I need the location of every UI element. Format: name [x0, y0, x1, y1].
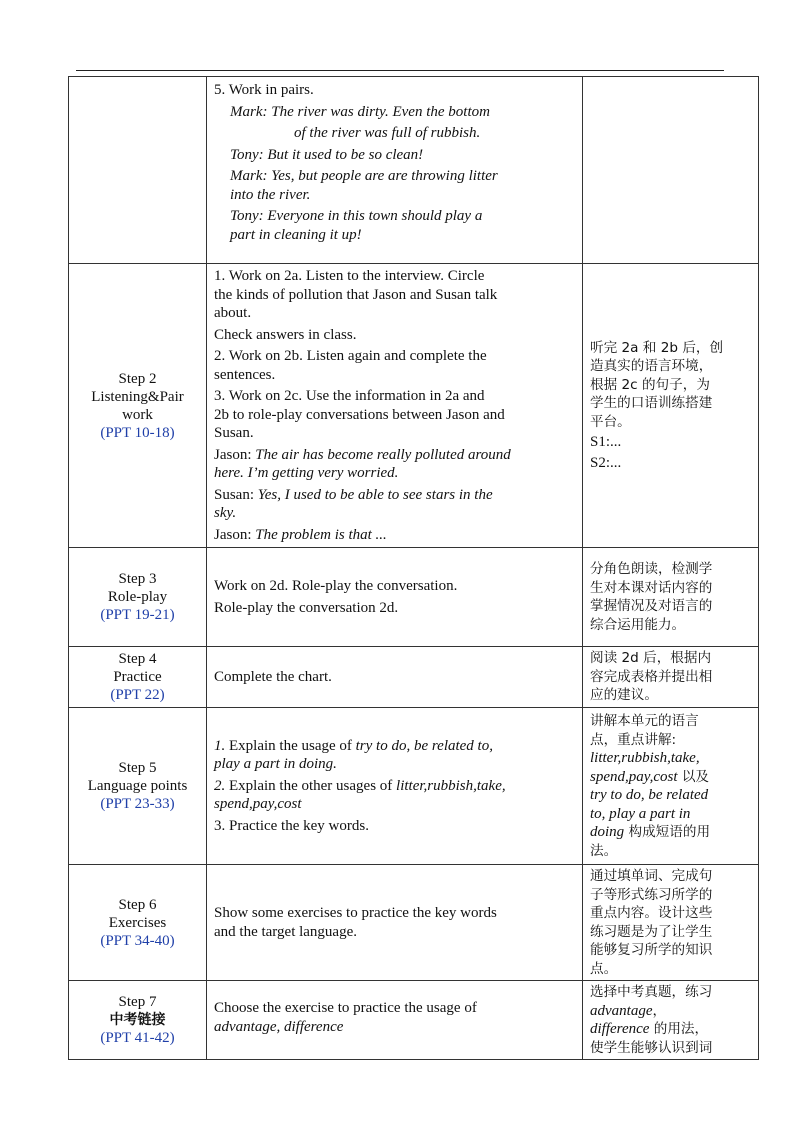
- purpose-text: 点。: [590, 960, 618, 977]
- dialogue-line: [214, 486, 576, 523]
- table-row: [69, 77, 759, 264]
- dialogue-text: sky.: [214, 505, 237, 521]
- activity-cell: [207, 548, 583, 647]
- table-row: [69, 264, 759, 548]
- step-name: Language points: [87, 778, 188, 794]
- step-number: Step 7: [118, 994, 157, 1010]
- activity-line: [214, 737, 576, 774]
- purpose-text: try to do, be related: [590, 787, 709, 803]
- purpose-term: ，: [652, 1002, 667, 1019]
- step-number: Step 6: [118, 896, 157, 913]
- purpose-term: 构成短语的用: [624, 824, 711, 840]
- dialogue-line: [214, 167, 576, 204]
- purpose-text: 综合运用能力。: [590, 616, 686, 633]
- item-number: 1.: [214, 737, 226, 754]
- table-row: [69, 708, 759, 865]
- purpose-text: [590, 1020, 753, 1039]
- dialogue-text: Mark: Yes, but people are are throwing litter: [230, 168, 498, 184]
- purpose-term: 以及: [677, 768, 710, 785]
- dialogue-line: Mark: The river was dirty. Even the bottom: [230, 103, 490, 120]
- activity-line: Work on 2d. Role-play the conversation.: [214, 578, 458, 594]
- dialogue-line: [214, 207, 576, 244]
- step-cell: [69, 647, 207, 708]
- step-cell: [69, 77, 207, 264]
- activity-text: about.: [214, 305, 252, 321]
- step-cell: [69, 981, 207, 1060]
- speaker: Jason:: [214, 526, 252, 543]
- step-cell: [69, 708, 207, 865]
- purpose-cell: [583, 708, 759, 865]
- purpose-term: spend,pay,cost: [590, 768, 678, 785]
- activity-text: the kinds of pollution that Jason and Susan talk: [214, 286, 498, 303]
- ppt-range: (PPT 41-42): [100, 1030, 175, 1046]
- activity-line: Check answers in class.: [214, 326, 357, 343]
- step-number: Step 3: [118, 571, 157, 587]
- activity-text: Explain the other usages of: [225, 777, 397, 794]
- purpose-text: [590, 1002, 753, 1021]
- activity-cell: [207, 708, 583, 865]
- purpose-text: litter,rubbish,take,: [590, 750, 700, 766]
- purpose-text: 根据 2c 的句子，为: [590, 376, 710, 393]
- purpose-text: [590, 768, 753, 787]
- step-name: Exercises: [108, 914, 167, 931]
- activity-text: 1. Work on 2a. Listen to the interview. Circle: [214, 268, 485, 284]
- dialogue-line: of the river was full of rubbish.: [294, 125, 481, 141]
- purpose-text: 掌握情况及对语言的: [590, 598, 713, 614]
- dialogue-text: The problem is that ...: [251, 526, 387, 543]
- step-name: Role-play: [107, 589, 168, 605]
- activity-line: [214, 267, 576, 323]
- activity-line: [214, 777, 576, 814]
- activity-text: spend,pay,cost: [214, 796, 302, 813]
- purpose-term: advantage: [590, 1002, 653, 1019]
- activity-cell: [207, 647, 583, 708]
- purpose-cell: [583, 865, 759, 981]
- activity-text: Susan.: [214, 425, 254, 441]
- ppt-range: (PPT 34-40): [100, 932, 175, 949]
- activity-cell: [207, 981, 583, 1060]
- purpose-text: 学生的口语训练搭建: [590, 395, 713, 412]
- item-number: 2.: [214, 777, 226, 794]
- activity-text: 2b to role-play conversations between Jason and: [214, 406, 505, 423]
- purpose-cell: [583, 647, 759, 708]
- purpose-text: 能够复习所学的知识: [590, 942, 713, 958]
- purpose-text: 生对本课对话内容的: [590, 579, 713, 596]
- activity-text: Choose the exercise to practice the usage of: [214, 1000, 477, 1016]
- purpose-text: 子等形式练习所学的: [590, 886, 713, 903]
- purpose-text: 选择中考真题，练习: [590, 984, 713, 1000]
- purpose-text: 重点内容。设计这些: [590, 905, 713, 921]
- dialogue-text: Tony: Everyone in this town should play a: [230, 208, 483, 224]
- purpose-text: 阅读 2d 后，根据内: [590, 650, 712, 667]
- purpose-text: 通过填单词、完成句: [590, 868, 713, 884]
- ppt-range: (PPT 19-21): [100, 607, 175, 623]
- speaker: Jason:: [214, 446, 252, 463]
- purpose-cell: [583, 77, 759, 264]
- step-name: 中考链接: [109, 1012, 166, 1028]
- activity-line: [214, 387, 576, 443]
- step-name: work: [122, 406, 153, 423]
- purpose-cell: [583, 981, 759, 1060]
- activity-text: Explain the usage of: [225, 737, 356, 754]
- dialogue-line: [214, 446, 576, 483]
- activity-text: 2. Work on 2b. Listen again and complete the: [214, 348, 487, 364]
- purpose-term: difference: [590, 1021, 650, 1037]
- speaker: Susan:: [214, 486, 255, 503]
- step-cell: [69, 548, 207, 647]
- activity-text: Show some exercises to practice the key words: [214, 905, 497, 921]
- table-row: [69, 647, 759, 708]
- table-row: [69, 548, 759, 647]
- step-cell: [69, 865, 207, 981]
- activity-text: try to do, be related to,: [355, 737, 493, 754]
- step-number: Step 5: [118, 760, 157, 776]
- purpose-text: S1:...: [590, 434, 622, 451]
- purpose-text: 讲解本单元的语言: [590, 713, 699, 729]
- dialogue-text: into the river.: [230, 186, 311, 203]
- dialogue-text: part in cleaning it up!: [230, 226, 362, 243]
- purpose-text: 法。: [590, 842, 618, 859]
- purpose-text: 点，重点讲解:: [590, 731, 677, 748]
- activity-text: sentences.: [214, 366, 276, 383]
- activity-text: play a part in doing.: [214, 756, 337, 773]
- activity-line: 5. Work in pairs.: [214, 82, 314, 98]
- purpose-cell: [583, 548, 759, 647]
- purpose-text: [590, 823, 753, 842]
- dialogue-text: The air has become really polluted around: [251, 446, 511, 463]
- purpose-text: 造真实的语言环境，: [590, 358, 713, 375]
- activity-text: advantage, difference: [214, 1018, 344, 1035]
- purpose-text: 练习题是为了让学生: [590, 923, 713, 940]
- table-row: [69, 981, 759, 1060]
- activity-cell: [207, 77, 583, 264]
- step-number: Step 4: [118, 651, 157, 667]
- header-rule: [76, 70, 724, 71]
- activity-line: [214, 347, 576, 384]
- activity-line: Complete the chart.: [214, 668, 332, 685]
- activity-text: litter,rubbish,take,: [396, 777, 506, 794]
- activity-line: 3. Practice the key words.: [214, 817, 369, 834]
- dialogue-text: Yes, I used to be able to see stars in the: [254, 486, 493, 503]
- ppt-range: (PPT 22): [110, 687, 165, 703]
- activity-text: and the target language.: [214, 923, 357, 940]
- purpose-text: 平台。: [590, 413, 631, 430]
- activity-cell: [207, 865, 583, 981]
- purpose-text: 使学生能够认识到词: [590, 1039, 713, 1056]
- ppt-range: (PPT 10-18): [100, 424, 175, 441]
- purpose-text: 容完成表格并提出相: [590, 668, 713, 685]
- step-number: Step 2: [118, 370, 157, 387]
- purpose-text: to, play a part in: [590, 805, 691, 822]
- dialogue-text: here. I’m getting very worried.: [214, 465, 399, 481]
- step-name: Practice: [113, 669, 162, 685]
- activity-cell: [207, 264, 583, 548]
- lesson-plan-table: [68, 76, 759, 1060]
- dialogue-line: [214, 526, 576, 545]
- dialogue-line: Tony: But it used to be so clean!: [230, 146, 424, 163]
- activity-text: 3. Work on 2c. Use the information in 2a and: [214, 388, 485, 404]
- purpose-text: 分角色朗读，检测学: [590, 561, 713, 577]
- table-row: [69, 865, 759, 981]
- purpose-text: S2:...: [590, 454, 622, 471]
- step-name: Listening&Pair: [91, 388, 184, 405]
- purpose-text: 听完 2a 和 2b 后，创: [590, 339, 724, 356]
- activity-line: Role-play the conversation 2d.: [214, 599, 399, 616]
- step-cell: [69, 264, 207, 548]
- purpose-term: 的用法，: [649, 1021, 709, 1037]
- ppt-range: (PPT 23-33): [100, 796, 175, 812]
- purpose-term: doing: [590, 824, 625, 840]
- purpose-cell: [583, 264, 759, 548]
- purpose-text: 应的建议。: [590, 687, 658, 704]
